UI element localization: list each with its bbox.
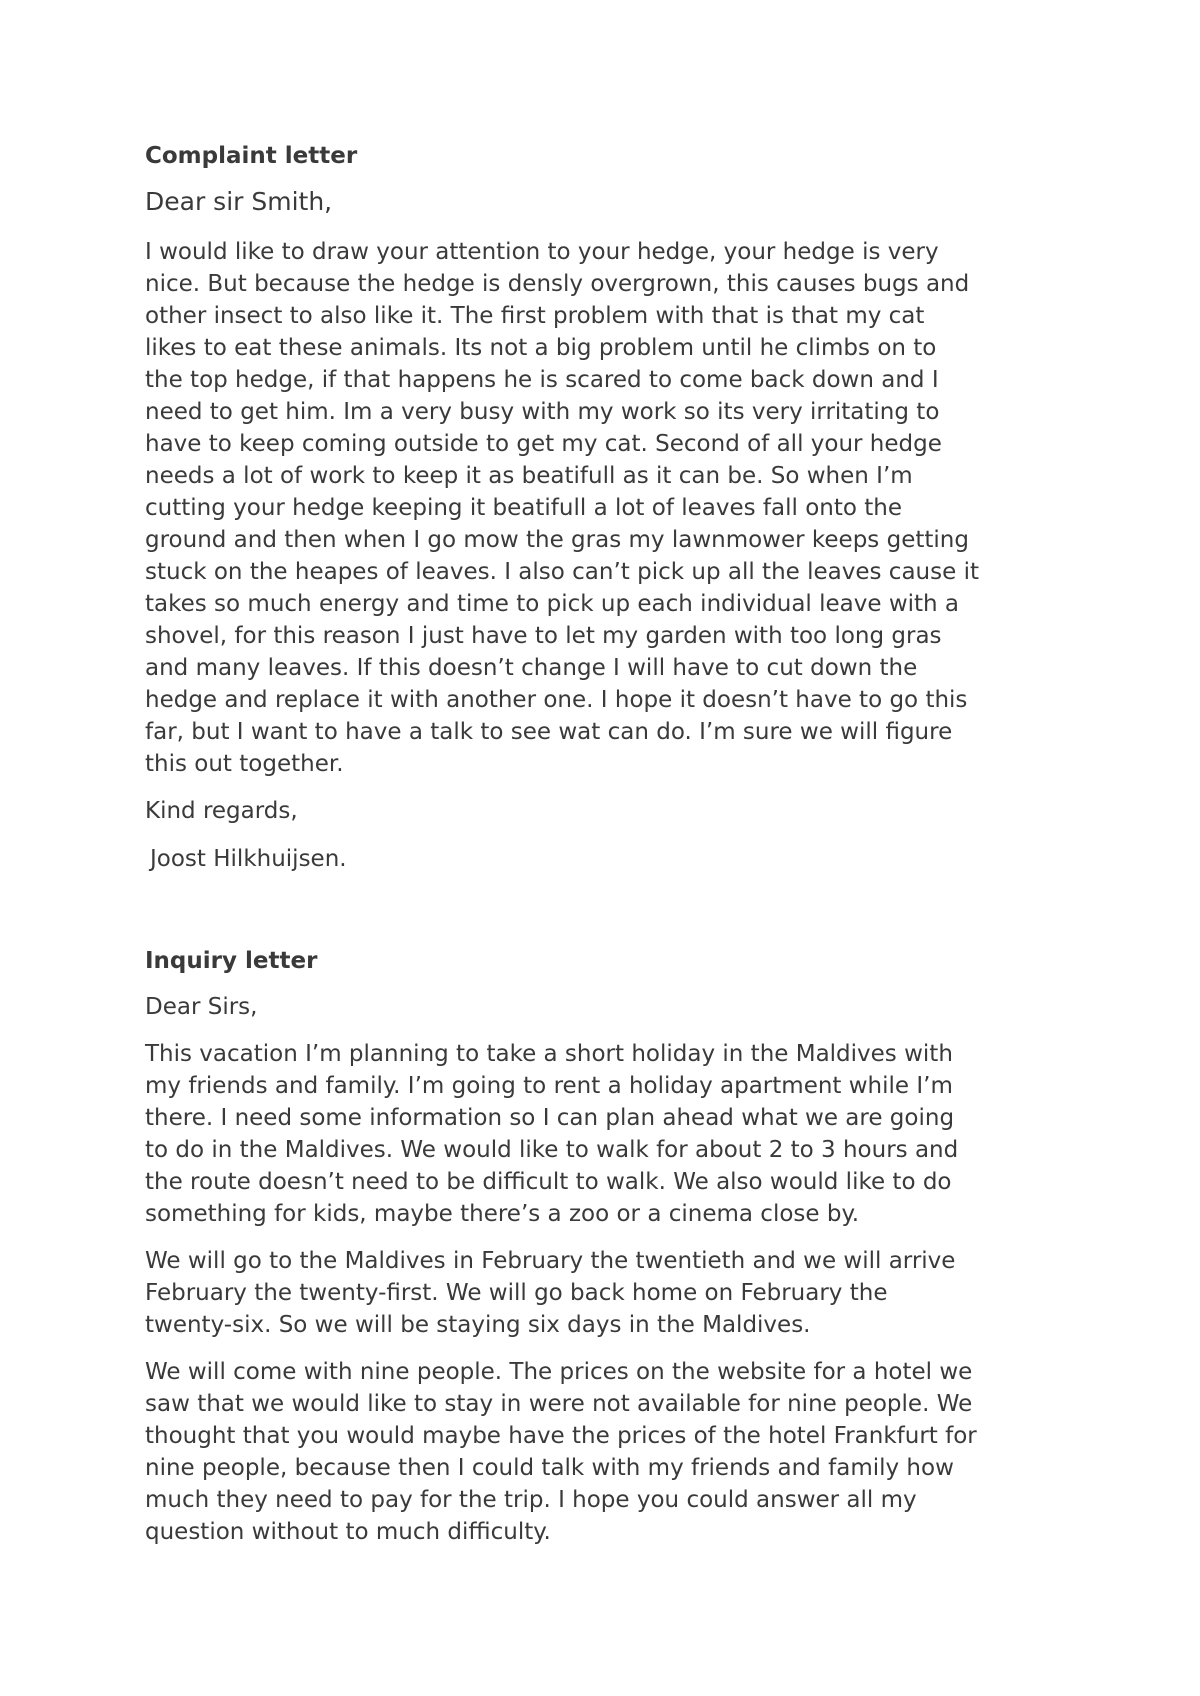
complaint-letter bbox=[145, 140, 1075, 875]
inquiry-paragraph-3: We will come with nine people. The prices on the website for a hotel we saw that we would like to stay in were not available for nine people. We thought that you would maybe have the prices of the hotel Frankfurt for nine people, because then I could talk with my friends and family how much they need to pay for the trip. I hope you could answer all my question without to much difficulty. bbox=[145, 1359, 977, 1545]
inquiry-salutation: Dear Sirs, bbox=[145, 994, 258, 1020]
complaint-signature: Joost Hilkhuijsen. bbox=[150, 846, 347, 872]
complaint-closing: Kind regards, bbox=[145, 798, 298, 824]
complaint-letter-heading: Complaint letter bbox=[145, 143, 358, 169]
complaint-body: I would like to draw your attention to your hedge, your hedge is very nice. But because the hedge is densly overgrown, this causes bugs and other insect to also like it. The first problem with that is that my cat likes to eat these animals. Its not a big problem until he climbs on to the top hedge, if that happens he is scared to come back down and I need to get him. Im a very busy with my work so its very irritating to have to keep coming outside to get my cat. Second of all your hedge needs a lot of work to keep it as beatifull as it can be. So when I’m cutting your hedge keeping it beatifull a lot of leaves fall onto the ground and then when I go mow the gras my lawnmower keeps getting stuck on the heapes of leaves. I also can’t pick up all the leaves cause it takes so much energy and time to pick up each individual leave with a shovel, for this reason I just have to let my garden with too long gras and many leaves. If this doesn’t change I will have to cut down the hedge and replace it with another one. I hope it doesn’t have to go this far, but I want to have a talk to see wat can do. I’m sure we will figure this out together. bbox=[145, 239, 979, 777]
complaint-salutation: Dear sir Smith, bbox=[145, 187, 333, 216]
inquiry-paragraph-1: This vacation I’m planning to take a short holiday in the Maldives with my friends and family. I’m going to rent a holiday apartment while I’m there. I need some information so I can plan ahead what we are going to do in the Maldives. We would like to walk for about 2 to 3 hours and the route doesn’t need to be difficult to walk. We also would like to do something for kids, maybe there’s a zoo or a cinema close by. bbox=[145, 1041, 959, 1227]
inquiry-letter bbox=[145, 945, 1075, 1548]
inquiry-paragraph-2: We will go to the Maldives in February the twentieth and we will arrive February the twenty-first. We will go back home on February the twenty-six. So we will be staying six days in the Maldives. bbox=[145, 1248, 956, 1338]
inquiry-letter-heading: Inquiry letter bbox=[145, 948, 318, 974]
document-content bbox=[145, 140, 1075, 1563]
